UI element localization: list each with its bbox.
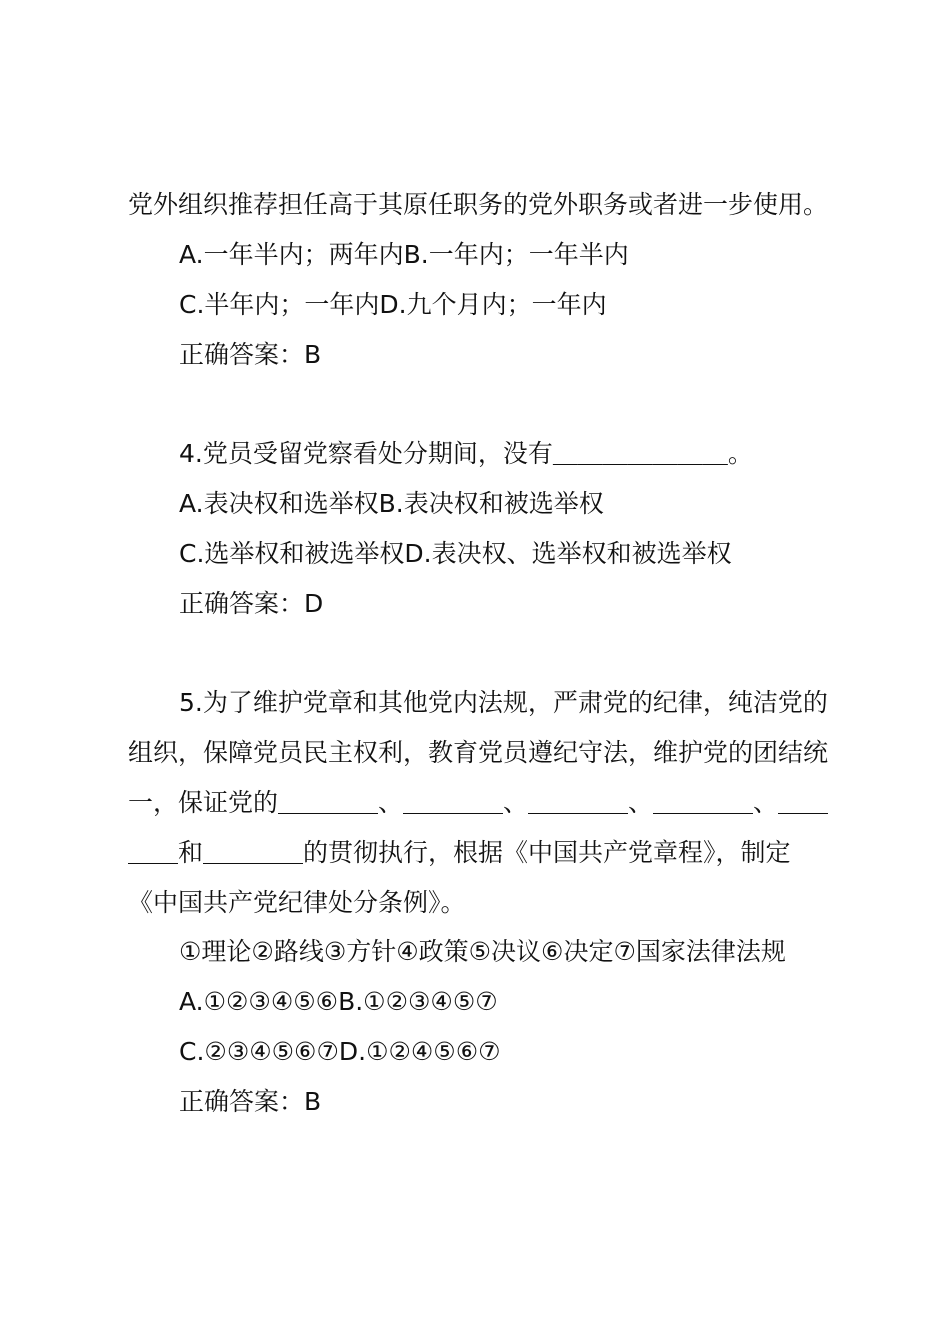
- question-4-options-ab: A.表决权和选举权B.表决权和被选举权: [179, 489, 604, 518]
- question-5-stem-line-1: 5.为了维护党章和其他党内法规，严肃党的纪律，纯洁党的: [179, 688, 828, 717]
- question-5-stem-line-2: 组织，保障党员民主权利，教育党员遵纪守法，维护党的团结统: [128, 738, 829, 767]
- question-4-options-cd: C.选举权和被选举权D.表决权、选举权和被选举权: [179, 539, 732, 568]
- question-5-stem-line-5: 《中国共产党纪律处分条例》。: [128, 888, 466, 917]
- question-3-options-ab: A.一年半内；两年内B.一年内；一年半内: [179, 240, 629, 269]
- question-5-answer: 正确答案：B: [179, 1087, 322, 1116]
- question-5-stem-line-4: ＿＿和＿＿＿＿的贯彻执行，根据《中国共产党章程》，制定: [128, 838, 791, 867]
- question-3-options-cd: C.半年内；一年内D.九个月内；一年内: [179, 290, 607, 319]
- question-5-items: ①理论②路线③方针④政策⑤决议⑥决定⑦国家法律法规: [179, 937, 786, 966]
- question-5-options-ab: A.①②③④⑤⑥B.①②③④⑤⑦: [179, 987, 498, 1016]
- question-3-stem-tail: 党外组织推荐担任高于其原任职务的党外职务或者进一步使用。: [128, 190, 829, 219]
- question-4-stem: 4.党员受留党察看处分期间，没有＿＿＿＿＿＿＿。: [179, 439, 753, 468]
- question-5-stem-line-3: 一，保证党的＿＿＿＿、＿＿＿＿、＿＿＿＿、＿＿＿＿、＿＿: [128, 788, 829, 817]
- question-4-answer: 正确答案：D: [179, 589, 324, 618]
- question-3-answer: 正确答案：B: [179, 340, 322, 369]
- question-5-options-cd: C.②③④⑤⑥⑦D.①②④⑤⑥⑦: [179, 1037, 501, 1066]
